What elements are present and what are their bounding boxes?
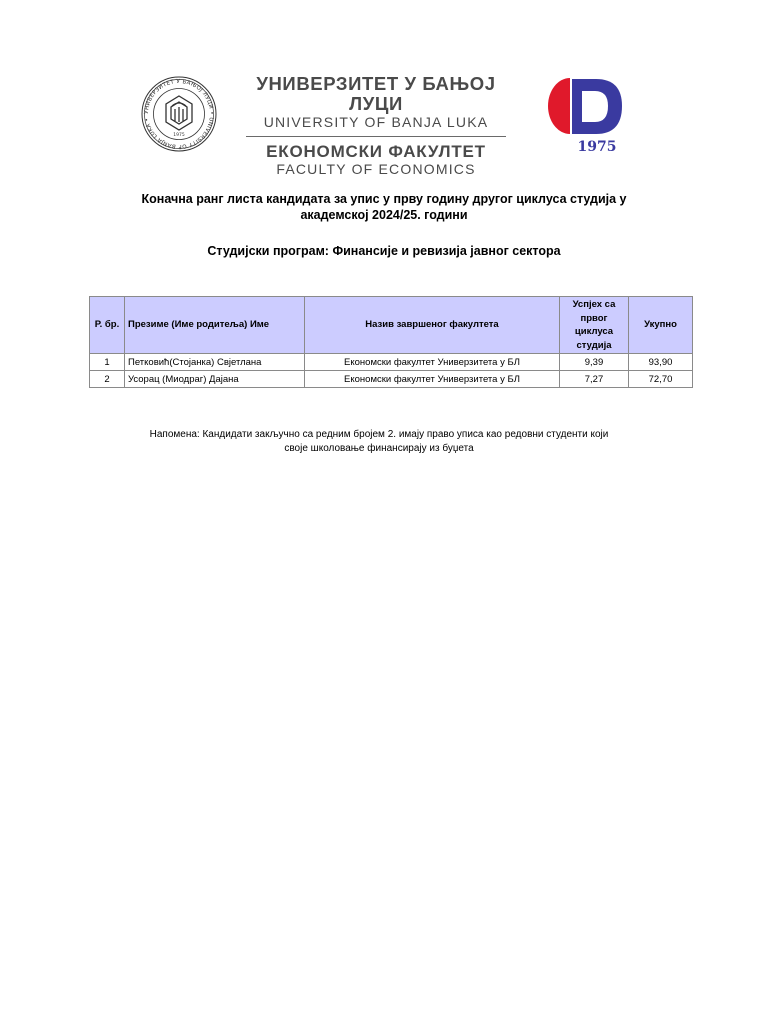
cell-rb: 1	[90, 354, 125, 371]
faculty-logo-year: 1975	[577, 139, 617, 154]
header-success-line: првог	[580, 312, 608, 324]
university-name-cyrillic: УНИВЕРЗИТЕТ У БАЊОЈ ЛУЦИ	[256, 73, 496, 114]
seal-ring-text: УНИВЕРЗИТЕТ У БАЊОЈ ЛУЦИ • UNIVERSITY OF BANJA LUKA •	[143, 78, 215, 150]
document-header	[136, 73, 628, 178]
cell-total: 72,70	[629, 371, 693, 388]
document-title	[100, 191, 668, 223]
cell-rb: 2	[90, 371, 125, 388]
study-program: Студијски програм: Финансије и ревизија јавног сектора	[207, 244, 561, 258]
header-rb: Р. бр.	[90, 297, 125, 354]
header-success-line: студија	[576, 339, 612, 351]
note-line-1: Напомена: Кандидати закључно са редним бројем 2. имају право уписа као редовни студенти који	[149, 429, 609, 440]
university-seal-logo	[136, 76, 222, 152]
seal-year: 1975	[173, 133, 185, 138]
footnote	[90, 428, 668, 456]
university-name-latin: UNIVERSITY OF BANJA LUKA	[263, 114, 489, 130]
table-row	[90, 354, 693, 371]
header-success-line: Успјех са	[572, 299, 616, 310]
cell-success: 9,39	[560, 354, 629, 371]
ranking-table	[89, 296, 693, 388]
cell-faculty: Економски факултет Универзитета у БЛ	[305, 354, 560, 371]
header-divider	[246, 136, 506, 137]
faculty-logo	[542, 76, 628, 154]
header-total: Укупно	[629, 297, 693, 354]
header-success	[560, 297, 629, 354]
table-row	[90, 371, 693, 388]
cell-name: Усорац (Миодраг) Дајана	[125, 371, 305, 388]
institution-name-block	[236, 74, 516, 177]
faculty-name-cyrillic: ЕКОНОМСКИ ФАКУЛТЕТ	[266, 142, 486, 162]
header-name: Презиме (Име родитеља) Име	[125, 297, 305, 354]
cell-faculty: Економски факултет Универзитета у БЛ	[305, 371, 560, 388]
note-line-2: своје школовање финансирају из буџета	[284, 443, 474, 454]
header-faculty: Назив завршеног факултета	[305, 297, 560, 354]
cell-success: 7,27	[560, 371, 629, 388]
title-line-2: академској 2024/25. години	[300, 208, 468, 222]
header-success-line: циклуса	[574, 326, 614, 337]
cell-name: Петковић(Стојанка) Свјетлана	[125, 354, 305, 371]
title-line-1: Коначна ранг листа кандидата за упис у прву годину другог циклуса студија у	[141, 192, 627, 206]
faculty-name-latin: FACULTY OF ECONOMICS	[276, 161, 476, 178]
table-header-row	[90, 297, 693, 354]
cell-total: 93,90	[629, 354, 693, 371]
